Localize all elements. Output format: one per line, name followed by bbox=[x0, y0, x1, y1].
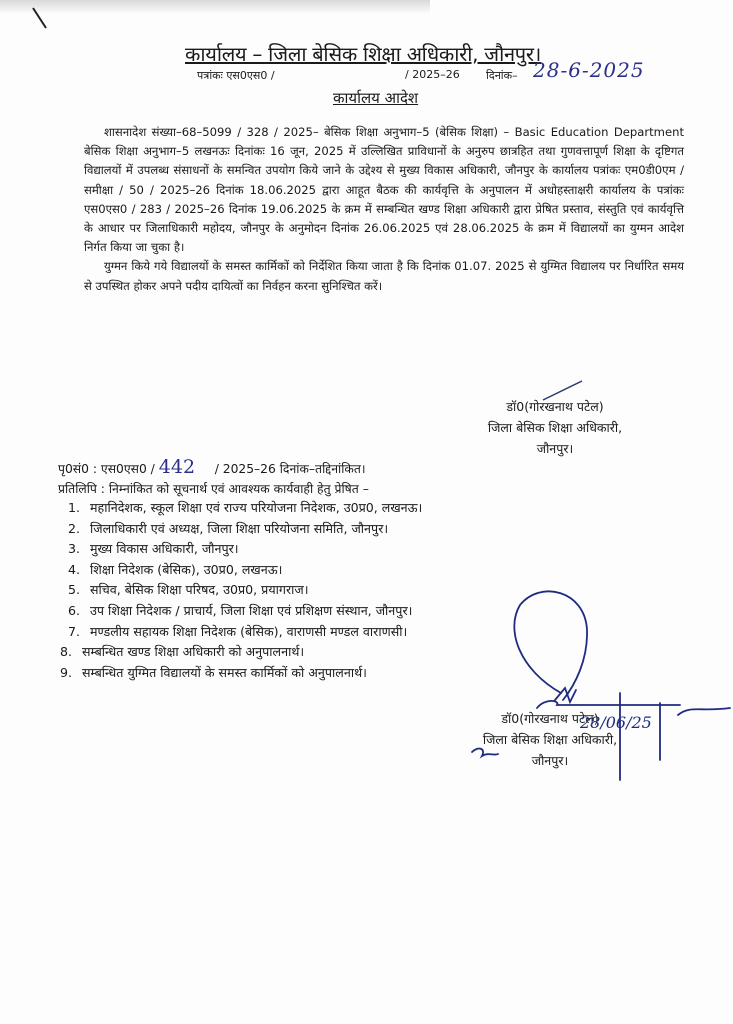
recipient-text: महानिदेशक, स्कूल शिक्षा एवं राज्य परियोजना निदेशक, उ0प्र0, लखनऊ। bbox=[90, 500, 423, 515]
copy-section-header bbox=[58, 457, 369, 499]
signature-initial bbox=[555, 688, 576, 702]
signatory-designation: जिला बेसिक शिक्षा अधिकारी, bbox=[487, 420, 623, 435]
copy-intro: प्रतिलिपि : निम्नांकित को सूचनार्थ एवं आवश्यक कार्यवाही हेतु प्रेषित – bbox=[58, 482, 369, 496]
recipient-number: 1. bbox=[68, 500, 81, 515]
recipient-text: शिक्षा निदेशक (बेसिक), उ0प्र0, लखनऊ। bbox=[90, 561, 283, 577]
recipient-number: 8. bbox=[60, 644, 73, 660]
order-body bbox=[84, 123, 684, 296]
recipient-item bbox=[68, 519, 422, 540]
recipient-number: 3. bbox=[68, 541, 81, 557]
recipient-item bbox=[60, 642, 422, 663]
signatory-name: डॉ0(गोरखनाथ पटेल) bbox=[506, 399, 604, 414]
recipient-number: 6. bbox=[68, 602, 81, 618]
recipient-list bbox=[60, 498, 423, 683]
letter-number-label: पत्रांकः एस0एस0 / bbox=[197, 69, 275, 82]
recipient-item bbox=[68, 498, 422, 519]
recipient-number: 4. bbox=[68, 561, 81, 577]
letter-year: / 2025–26 bbox=[405, 68, 460, 81]
paragraph-2: युग्मन किये गये विद्यालयों के समस्त कार्मिकों को निर्देशित किया जाता है कि दिनांक 01.07. 2025 से युग्मित विद्यालय पर निर्धारित समय से उपस्थित होकर अपने पदीय दायित्वों का निर्वहन करना सुनिश्चित करें। bbox=[84, 259, 684, 293]
recipient-text: उप शिक्षा निदेशक / प्राचार्य, जिला शिक्षा एवं प्रशिक्षण संस्थान, जौनपुर। bbox=[90, 602, 413, 618]
recipient-item bbox=[68, 580, 422, 601]
copy-reference-line bbox=[58, 457, 369, 479]
recipient-number: 2. bbox=[68, 520, 81, 536]
recipient-item bbox=[68, 622, 422, 643]
recipient-text: सम्बन्धित युग्मित विद्यालयों के समस्त कार्मिकों को अनुपालनार्थ। bbox=[82, 664, 367, 680]
recipient-text: सचिव, बेसिक शिक्षा परिषद, उ0प्र0, प्रयागराज। bbox=[90, 582, 309, 598]
recipient-text: मुख्य विकास अधिकारी, जौनपुर। bbox=[90, 541, 239, 557]
date-label: दिनांक– bbox=[486, 69, 518, 82]
signature-handwritten-date: 28/06/25 bbox=[580, 713, 652, 732]
signatory-place: जौनपुर। bbox=[531, 753, 569, 768]
order-title: कार्यालय आदेश bbox=[333, 89, 419, 107]
recipient-item bbox=[60, 663, 422, 684]
office-title: कार्यालय – जिला बेसिक शिक्षा अधिकारी, जौनपुर। bbox=[185, 42, 542, 66]
handwritten-date: 28-6-2025 bbox=[533, 58, 645, 82]
signatory-place: जौनपुर। bbox=[536, 441, 574, 456]
signature-underline bbox=[537, 701, 680, 708]
copy-ref-number-handwritten: 442 bbox=[158, 456, 196, 478]
recipient-number: 7. bbox=[68, 623, 81, 639]
recipient-number: 9. bbox=[60, 664, 73, 680]
signature-block-2 bbox=[455, 708, 645, 771]
recipient-text: जिलाधिकारी एवं अध्यक्ष, जिला शिक्षा परियोजना समिति, जौनपुर। bbox=[90, 520, 389, 536]
recipient-item bbox=[68, 560, 422, 581]
signature-loop bbox=[514, 591, 587, 700]
recipient-text: मण्डलीय सहायक शिक्षा निदेशक (बेसिक), वाराणसी मण्डल वाराणसी। bbox=[90, 623, 408, 639]
paragraph-1: शासनादेश संख्या–68–5099 / 328 / 2025– बेसिक शिक्षा अनुभाग–5 (बेसिक शिक्षा) – Basic Education Department बेसिक शिक्षा अनुभाग–5 लखनऊः दिनांकः 16 जून, 2025 में उल्लिखित प्राविधानों के अनुरुप छात्रहित तथा गुणवत्तापूर्ण शिक्षा के दृष्टिगत विद्यालयों में उपलब्ध संसाधनों के समन्वित उपयोग किये जाने के उद्देश्य से मुख्य विकास अधिकारी, जौनपुर के कार्यालय पत्रांकः एम0डी0एम / समीक्षा / 50 / 2025–26 दिनांक 18.06.2025 द्वारा आहूत बैठक की कार्यवृत्ति के अनुपालन में अधोहस्ताक्षरी कार्यालय के पत्रांकः एस0एस0 / 283 / 2025–26 दिनांक 19.06.2025 के क्रम में सम्बन्धित खण्ड शिक्षा अधिकारी द्वारा प्रेषित प्रस्ताव, संस्तुति एवं कार्यवृत्ति के आधार पर जिलाधिकारी महोदय, जौनपुर के अनुमोदन दिनांक 26.06.2025 एवं 28.06.2025 के क्रम में विद्यालयों का युग्मन आदेश निर्गत किया जा चुका है। bbox=[84, 125, 684, 255]
recipient-item bbox=[68, 601, 422, 622]
copy-ref-label: पृ0सं0 : एस0एस0 / bbox=[58, 462, 155, 476]
copy-ref-suffix: / 2025–26 दिनांक–तद्दिनांकित। bbox=[214, 462, 366, 476]
signatory-name: डॉ0(गोरखनाथ पटेल) bbox=[501, 711, 599, 726]
signature-block-1 bbox=[470, 396, 640, 459]
recipient-text: सम्बन्धित खण्ड शिक्षा अधिकारी को अनुपालनार्थ। bbox=[82, 644, 305, 660]
recipient-item bbox=[68, 539, 422, 560]
signatory-designation: जिला बेसिक शिक्षा अधिकारी, bbox=[482, 732, 618, 747]
signature-tail bbox=[678, 708, 730, 715]
recipient-number: 5. bbox=[68, 582, 81, 598]
scan-shadow bbox=[0, 0, 430, 14]
